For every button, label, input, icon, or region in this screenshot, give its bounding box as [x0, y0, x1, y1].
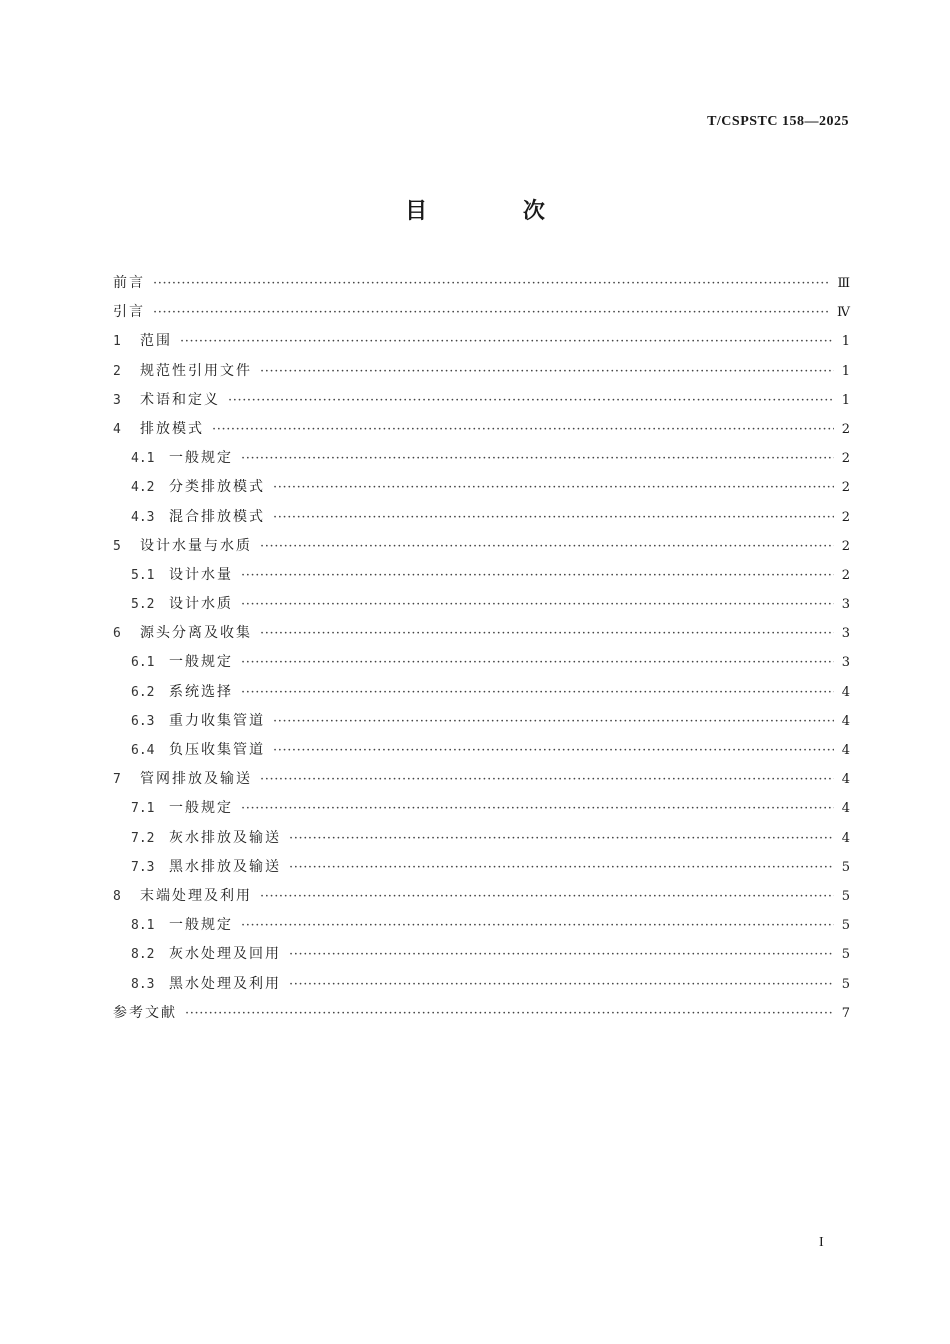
toc-entry-number: 5.1	[131, 567, 155, 583]
toc-dot-leader	[241, 794, 834, 823]
toc-dot-leader	[185, 999, 834, 1028]
toc-entry-label: 一般规定	[169, 654, 233, 671]
toc-entry-number: 4.1	[131, 451, 155, 467]
toc-entry-page: 4	[841, 830, 850, 846]
toc-entry[interactable]	[113, 269, 850, 298]
toc-entry-page: 4	[841, 743, 850, 758]
toc-entry-number: 7	[113, 772, 121, 788]
footer-page-number: I	[819, 1235, 824, 1250]
toc-dot-leader	[241, 678, 834, 707]
toc-entry-label: 范围	[140, 333, 172, 350]
toc-entry-number: 4.2	[131, 480, 155, 496]
toc-entry-label: 分类排放模式	[169, 479, 265, 496]
toc-entry-page: 5	[841, 888, 850, 904]
toc-entry-page: 2	[841, 538, 850, 554]
toc-entry-label: 重力收集管道	[169, 712, 265, 729]
toc-entry[interactable]	[113, 532, 850, 561]
toc-entry-label: 源头分离及收集	[140, 625, 252, 642]
toc-entry-number: 6.1	[131, 655, 155, 671]
toc-entry-label: 一般规定	[169, 450, 233, 467]
toc-entry-label: 设计水量与水质	[140, 537, 252, 554]
toc-entry-page: 3	[841, 597, 850, 613]
toc-dot-leader	[212, 415, 834, 444]
toc-dot-leader	[241, 590, 834, 619]
toc-entry-label: 管网排放及输送	[140, 771, 252, 788]
toc-entry-label: 灰水处理及回用	[169, 946, 281, 963]
toc-entry[interactable]	[113, 561, 850, 590]
toc-entry-number: 6.4	[131, 743, 155, 758]
toc-dot-leader	[153, 298, 831, 327]
toc-dot-leader	[260, 532, 834, 561]
toc-entry-number: 6.2	[131, 684, 155, 700]
toc-dot-leader	[228, 386, 834, 415]
toc-entry[interactable]	[113, 999, 850, 1028]
toc-entry[interactable]	[113, 970, 850, 999]
toc-entry-page: 5	[841, 918, 850, 934]
toc-dot-leader	[241, 444, 834, 473]
toc-entry-page: 2	[841, 421, 850, 437]
toc-dot-leader	[289, 824, 834, 853]
toc-entry-label: 设计水质	[169, 596, 233, 613]
toc-entry-label: 排放模式	[140, 420, 204, 437]
toc-dot-leader	[180, 327, 834, 356]
toc-entry[interactable]	[113, 794, 850, 823]
toc-entry-page: Ⅲ	[837, 276, 850, 291]
toc-entry-label: 系统选择	[169, 683, 233, 700]
toc-entry[interactable]	[113, 882, 850, 911]
toc-entry[interactable]	[113, 824, 850, 853]
toc-entry[interactable]	[113, 503, 850, 532]
toc-entry-number: 2	[113, 363, 121, 379]
toc-entry-number: 3	[113, 392, 121, 408]
toc-entry-page: 7	[841, 1005, 850, 1021]
toc-entry-number: 8.1	[131, 918, 155, 934]
toc-entry-page: 4	[841, 713, 850, 729]
toc-dot-leader	[241, 561, 834, 590]
toc-entry-page: 2	[841, 509, 850, 525]
toc-entry-label: 术语和定义	[140, 391, 220, 408]
toc-entry-number: 8.2	[131, 947, 155, 963]
toc-entry-label: 负压收集管道	[169, 742, 265, 758]
toc-entry-number: 5	[113, 538, 121, 554]
toc-entry-number: 7.1	[131, 801, 155, 817]
toc-entry-page: 3	[841, 626, 850, 642]
toc-entry[interactable]	[113, 707, 850, 736]
toc-entry-number: 1	[113, 334, 121, 350]
toc-dot-leader	[153, 269, 831, 298]
toc-entry[interactable]	[113, 853, 850, 882]
toc-entry-number: 7.3	[131, 859, 155, 875]
toc-entry[interactable]	[113, 648, 850, 677]
toc-entry-label: 黑水排放及输送	[169, 858, 281, 875]
toc-dot-leader	[289, 940, 834, 969]
toc-entry-number: 8	[113, 888, 121, 904]
toc-entry-label: 黑水处理及利用	[169, 975, 281, 992]
toc-entry-page: 5	[841, 976, 850, 992]
toc-entry[interactable]	[113, 473, 850, 502]
toc-entry-page: Ⅳ	[837, 305, 850, 321]
toc-entry-number: 5.2	[131, 597, 155, 613]
toc-dot-leader	[260, 357, 834, 386]
toc-dot-leader	[241, 911, 834, 940]
toc-entry-page: 5	[841, 947, 850, 963]
toc-dot-leader	[260, 882, 834, 911]
toc-dot-leader	[273, 503, 834, 532]
toc-entry-label: 前言	[113, 275, 145, 291]
table-of-contents	[113, 269, 850, 1028]
toc-entry-page: 4	[841, 772, 850, 788]
toc-entry[interactable]	[113, 327, 850, 356]
toc-entry-label: 一般规定	[169, 917, 233, 934]
toc-entry-page: 1	[841, 334, 850, 350]
toc-entry[interactable]	[113, 298, 850, 327]
toc-dot-leader	[241, 648, 834, 677]
toc-entry-number: 6.3	[131, 713, 155, 729]
toc-entry-page: 4	[841, 684, 850, 700]
toc-entry-number: 7.2	[131, 830, 155, 846]
toc-dot-leader	[260, 619, 834, 648]
toc-dot-leader	[273, 707, 834, 736]
toc-dot-leader	[273, 473, 834, 502]
toc-entry-page: 3	[841, 655, 850, 671]
toc-entry-page: 2	[841, 451, 850, 467]
toc-entry[interactable]	[113, 940, 850, 969]
toc-entry[interactable]	[113, 619, 850, 648]
toc-entry[interactable]	[113, 357, 850, 386]
toc-entry[interactable]	[113, 911, 850, 940]
toc-entry-page: 5	[841, 859, 850, 875]
toc-dot-leader	[260, 765, 834, 794]
toc-entry-label: 一般规定	[169, 800, 233, 817]
toc-entry-number: 8.3	[131, 976, 155, 992]
toc-dot-leader	[289, 853, 834, 882]
toc-entry-page: 4	[841, 801, 850, 817]
toc-entry-page: 2	[841, 480, 850, 496]
toc-entry-number: 6	[113, 626, 121, 642]
toc-entry[interactable]	[113, 736, 850, 765]
toc-entry-label: 参考文献	[113, 1004, 177, 1021]
toc-entry-label: 灰水排放及输送	[169, 829, 281, 846]
toc-entry-label: 引言	[113, 304, 145, 321]
toc-entry-label: 设计水量	[169, 566, 233, 583]
toc-entry-page: 1	[841, 363, 850, 379]
toc-entry-page: 2	[841, 567, 850, 583]
toc-entry-label: 规范性引用文件	[140, 362, 252, 379]
toc-entry-number: 4.3	[131, 509, 155, 525]
toc-entry[interactable]	[113, 386, 850, 415]
toc-entry-label: 末端处理及利用	[140, 887, 252, 904]
toc-entry[interactable]	[113, 444, 850, 473]
toc-entry[interactable]	[113, 678, 850, 707]
toc-entry[interactable]	[113, 415, 850, 444]
toc-dot-leader	[273, 736, 834, 765]
toc-title: 目 次	[405, 199, 589, 224]
toc-entry[interactable]	[113, 590, 850, 619]
toc-dot-leader	[289, 970, 834, 999]
toc-entry[interactable]	[113, 765, 850, 794]
toc-entry-label: 混合排放模式	[169, 508, 265, 525]
toc-entry-page: 1	[841, 392, 850, 408]
document-code: T/CSPSTC 158—2025	[707, 114, 849, 129]
toc-entry-number: 4	[113, 421, 121, 437]
